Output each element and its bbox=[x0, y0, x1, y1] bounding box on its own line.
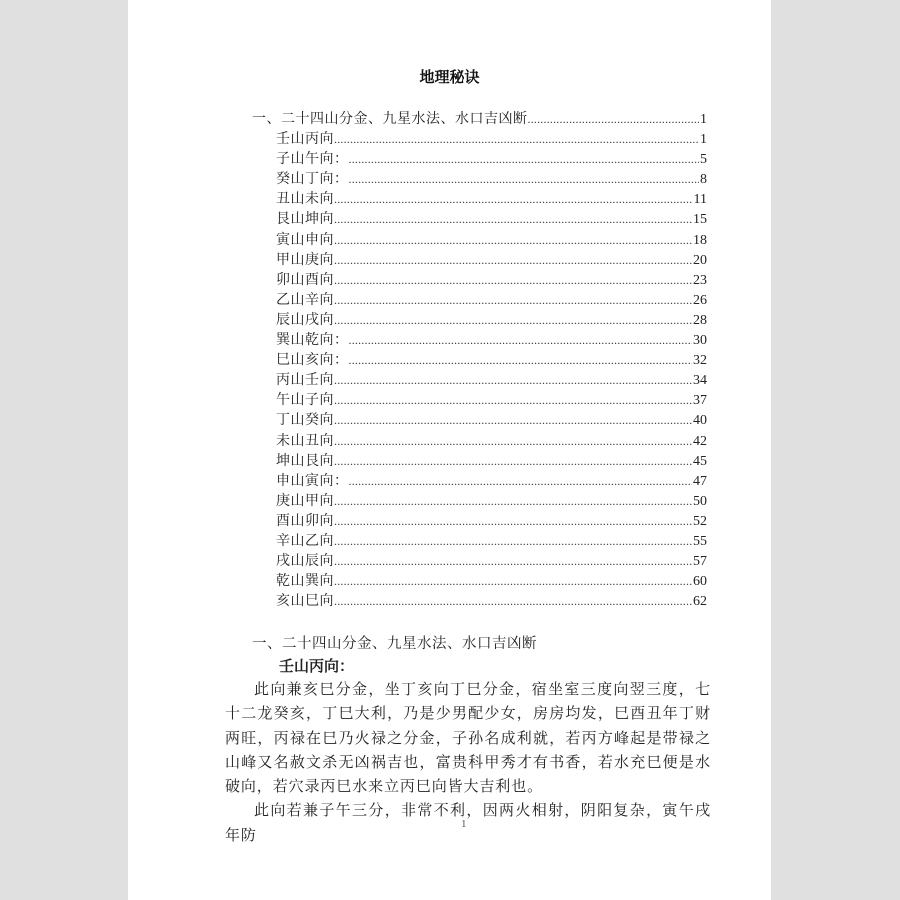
toc-leader-dots bbox=[334, 431, 692, 451]
toc-label: 巳山亥向： bbox=[276, 352, 349, 369]
toc-label: 癸山丁向： bbox=[276, 171, 349, 188]
section-heading: 一、二十四山分金、九星水法、水口吉凶断 bbox=[252, 636, 537, 652]
toc-leader-dots bbox=[334, 451, 692, 471]
toc-entry[interactable] bbox=[252, 149, 707, 169]
toc-leader-dots bbox=[334, 230, 692, 250]
toc-label: 戌山辰向 bbox=[276, 553, 334, 570]
toc-entry[interactable] bbox=[252, 129, 707, 149]
toc-entry[interactable] bbox=[252, 230, 707, 250]
toc-entry[interactable] bbox=[252, 169, 707, 189]
toc-label: 丑山未向 bbox=[276, 191, 334, 208]
toc-entry[interactable] bbox=[252, 370, 707, 390]
toc-label: 辰山戌向 bbox=[276, 311, 334, 328]
toc-label: 酉山卯向 bbox=[276, 512, 334, 529]
document-page bbox=[128, 0, 771, 900]
toc-entry[interactable] bbox=[252, 390, 707, 410]
toc-page-number: 30 bbox=[693, 333, 707, 349]
toc-entry[interactable] bbox=[252, 209, 707, 229]
toc-page-number: 15 bbox=[693, 212, 707, 228]
toc-leader-dots bbox=[349, 471, 693, 491]
sub-heading: 壬山丙向： bbox=[279, 657, 355, 675]
toc-label: 巽山乾向： bbox=[276, 332, 349, 349]
toc-page-number: 47 bbox=[693, 473, 707, 489]
toc-entry[interactable] bbox=[252, 471, 707, 491]
toc-page-number: 26 bbox=[693, 292, 707, 308]
toc-label: 未山丑向 bbox=[276, 432, 334, 449]
toc-label: 乾山巽向 bbox=[276, 573, 334, 590]
toc-leader-dots bbox=[334, 591, 692, 611]
toc-entry[interactable] bbox=[252, 250, 707, 270]
toc-leader-dots bbox=[334, 250, 692, 270]
toc-entry[interactable] bbox=[252, 491, 707, 511]
toc-leader-dots bbox=[528, 109, 700, 129]
toc-leader-dots bbox=[349, 149, 700, 169]
toc-page-number: 23 bbox=[693, 272, 707, 288]
toc-page-number: 50 bbox=[693, 493, 707, 509]
toc-leader-dots bbox=[334, 290, 692, 310]
toc-entry[interactable] bbox=[252, 310, 707, 330]
toc-page-number: 34 bbox=[693, 373, 707, 389]
toc-label: 卯山酉向 bbox=[276, 271, 334, 288]
toc-page-number: 1 bbox=[700, 112, 707, 127]
toc-entry[interactable] bbox=[252, 551, 707, 571]
toc-entry[interactable] bbox=[252, 431, 707, 451]
toc-label: 辛山乙向 bbox=[276, 532, 334, 549]
toc-page-number: 52 bbox=[693, 513, 707, 529]
paragraph: 此向兼亥巳分金，坐丁亥向丁巳分金，宿坐室三度向翌三度，七十二龙癸亥，丁巳大利，乃是少男配少女，房房均发，巳酉丑年丁财两旺，丙禄在巳乃火禄之分金，子孙名成利就，若丙方峰起是带禄之山峰又名赦文杀无凶祸吉也，富贵科甲秀才有书香，若水充巳便是水破向，若穴录丙巳水来立丙巳向皆大吉利也。 bbox=[225, 680, 711, 796]
toc-label: 午山子向 bbox=[276, 392, 334, 409]
toc-page-number: 62 bbox=[693, 594, 707, 610]
toc-leader-dots bbox=[334, 551, 692, 571]
toc-page-number: 28 bbox=[693, 312, 707, 328]
toc-entry[interactable] bbox=[252, 330, 707, 350]
toc-page-number: 37 bbox=[693, 393, 707, 409]
body-text bbox=[225, 677, 711, 847]
paragraph: 此向若兼子午三分，非常不利，因两火相射，阴阳复杂，寅午戌年防 bbox=[225, 801, 711, 844]
toc-entry-main[interactable] bbox=[252, 109, 707, 129]
toc-leader-dots bbox=[334, 491, 692, 511]
toc-entry[interactable] bbox=[252, 591, 707, 611]
toc-entry[interactable] bbox=[252, 451, 707, 471]
toc-page-number: 40 bbox=[693, 413, 707, 429]
toc-leader-dots bbox=[334, 370, 692, 390]
toc-entry[interactable] bbox=[252, 571, 707, 591]
toc-leader-dots bbox=[334, 571, 692, 591]
toc-leader-dots bbox=[334, 531, 692, 551]
toc-page-number: 42 bbox=[693, 433, 707, 449]
toc-entry[interactable] bbox=[252, 350, 707, 370]
toc-label: 庚山甲向 bbox=[276, 492, 334, 509]
toc-page-number: 1 bbox=[700, 132, 707, 148]
toc-page-number: 8 bbox=[700, 172, 707, 188]
toc-label: 艮山坤向 bbox=[276, 211, 334, 228]
toc-entry[interactable] bbox=[252, 410, 707, 430]
table-of-contents bbox=[252, 109, 707, 611]
toc-page-number: 32 bbox=[693, 353, 707, 369]
page-number: 1 bbox=[461, 818, 467, 830]
toc-leader-dots bbox=[334, 511, 692, 531]
toc-page-number: 60 bbox=[693, 574, 707, 590]
toc-label: 甲山庚向 bbox=[276, 251, 334, 268]
toc-page-number: 11 bbox=[693, 192, 707, 208]
toc-leader-dots bbox=[334, 209, 692, 229]
toc-label: 申山寅向： bbox=[276, 472, 349, 489]
toc-page-number: 57 bbox=[693, 554, 707, 570]
document-title: 地理秘诀 bbox=[419, 68, 480, 86]
toc-label: 寅山申向 bbox=[276, 231, 334, 248]
toc-leader-dots bbox=[334, 129, 699, 149]
toc-leader-dots bbox=[349, 330, 693, 350]
toc-page-number: 55 bbox=[693, 533, 707, 549]
toc-label: 乙山辛向 bbox=[276, 291, 334, 308]
toc-leader-dots bbox=[334, 310, 692, 330]
toc-page-number: 20 bbox=[693, 252, 707, 268]
toc-entry[interactable] bbox=[252, 511, 707, 531]
toc-entry[interactable] bbox=[252, 270, 707, 290]
toc-label: 丙山壬向 bbox=[276, 372, 334, 389]
toc-entry[interactable] bbox=[252, 290, 707, 310]
toc-entry[interactable] bbox=[252, 531, 707, 551]
toc-leader-dots bbox=[334, 270, 692, 290]
toc-leader-dots bbox=[349, 350, 693, 370]
toc-entry[interactable] bbox=[252, 189, 707, 209]
toc-label: 子山午向： bbox=[276, 151, 349, 168]
toc-leader-dots bbox=[349, 169, 700, 189]
toc-label: 亥山巳向 bbox=[276, 593, 334, 610]
toc-label: 丁山癸向 bbox=[276, 412, 334, 429]
toc-page-number: 45 bbox=[693, 453, 707, 469]
toc-page-number: 18 bbox=[693, 232, 707, 248]
toc-leader-dots bbox=[334, 189, 693, 209]
toc-label: 一、二十四山分金、九星水法、水口吉凶断 bbox=[252, 111, 528, 127]
toc-leader-dots bbox=[334, 410, 692, 430]
toc-label: 壬山丙向 bbox=[276, 131, 334, 148]
toc-label: 坤山艮向 bbox=[276, 452, 334, 469]
toc-leader-dots bbox=[334, 390, 692, 410]
toc-page-number: 5 bbox=[700, 152, 707, 168]
